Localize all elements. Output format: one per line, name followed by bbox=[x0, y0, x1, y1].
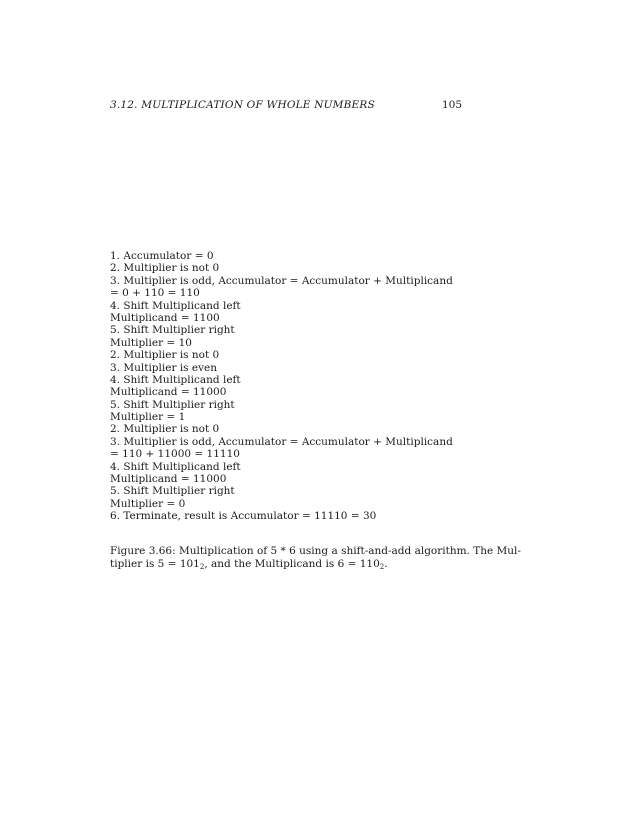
step-line: 4. Shift Multiplicand left bbox=[110, 373, 241, 386]
step-line: 6. Terminate, result is Accumulator = 11110 = 30 bbox=[110, 510, 377, 523]
step-line: Multiplicand = 11000 bbox=[110, 386, 227, 399]
step-line: Multiplicand = 11000 bbox=[110, 473, 227, 486]
caption-text: . bbox=[384, 558, 388, 570]
step-line: 5. Shift Multiplier right bbox=[110, 398, 235, 411]
caption-line-1: Figure 3.66: Multiplication of 5 * 6 using a shift-and-add algorithm. The Mul- bbox=[110, 545, 521, 557]
caption-text: tiplier is 5 = 101 bbox=[110, 558, 200, 570]
page-number: 105 bbox=[441, 99, 462, 111]
step-line: Multiplicand = 1100 bbox=[110, 311, 220, 324]
figure-caption bbox=[110, 545, 521, 571]
step-line: 5. Shift Multiplier right bbox=[110, 324, 235, 337]
step-line: Multiplier = 10 bbox=[110, 336, 192, 349]
caption-line-2 bbox=[110, 558, 466, 571]
step-line: 4. Shift Multiplicand left bbox=[110, 460, 241, 473]
section-title: 3.12. MULTIPLICATION OF WHOLE NUMBERS bbox=[110, 99, 375, 111]
step-line: 2. Multiplier is not 0 bbox=[110, 262, 220, 275]
subscript: 2 bbox=[199, 563, 205, 571]
step-line: 3. Multiplier is odd, Accumulator = Accumulator + Multiplicand bbox=[110, 274, 453, 287]
step-line: 5. Shift Multiplier right bbox=[110, 485, 235, 498]
step-line: Multiplier = 1 bbox=[110, 411, 186, 424]
subscript: 2 bbox=[379, 563, 385, 571]
caption-text: , and the Multiplicand is 6 = 110 bbox=[204, 558, 380, 570]
step-line: 2. Multiplier is not 0 bbox=[110, 349, 220, 362]
algorithm-steps bbox=[110, 250, 470, 523]
step-line: 1. Accumulator = 0 bbox=[110, 250, 214, 262]
step-line: 4. Shift Multiplicand left bbox=[110, 299, 241, 312]
step-line: = 0 + 110 = 110 bbox=[110, 287, 200, 300]
step-line: 3. Multiplier is even bbox=[110, 361, 218, 374]
step-line: 2. Multiplier is not 0 bbox=[110, 423, 220, 436]
step-line: 3. Multiplier is odd, Accumulator = Accumulator + Multiplicand bbox=[110, 435, 453, 448]
running-head bbox=[110, 98, 462, 112]
step-line: = 110 + 11000 = 11110 bbox=[110, 448, 240, 461]
step-line: Multiplier = 0 bbox=[110, 497, 186, 510]
